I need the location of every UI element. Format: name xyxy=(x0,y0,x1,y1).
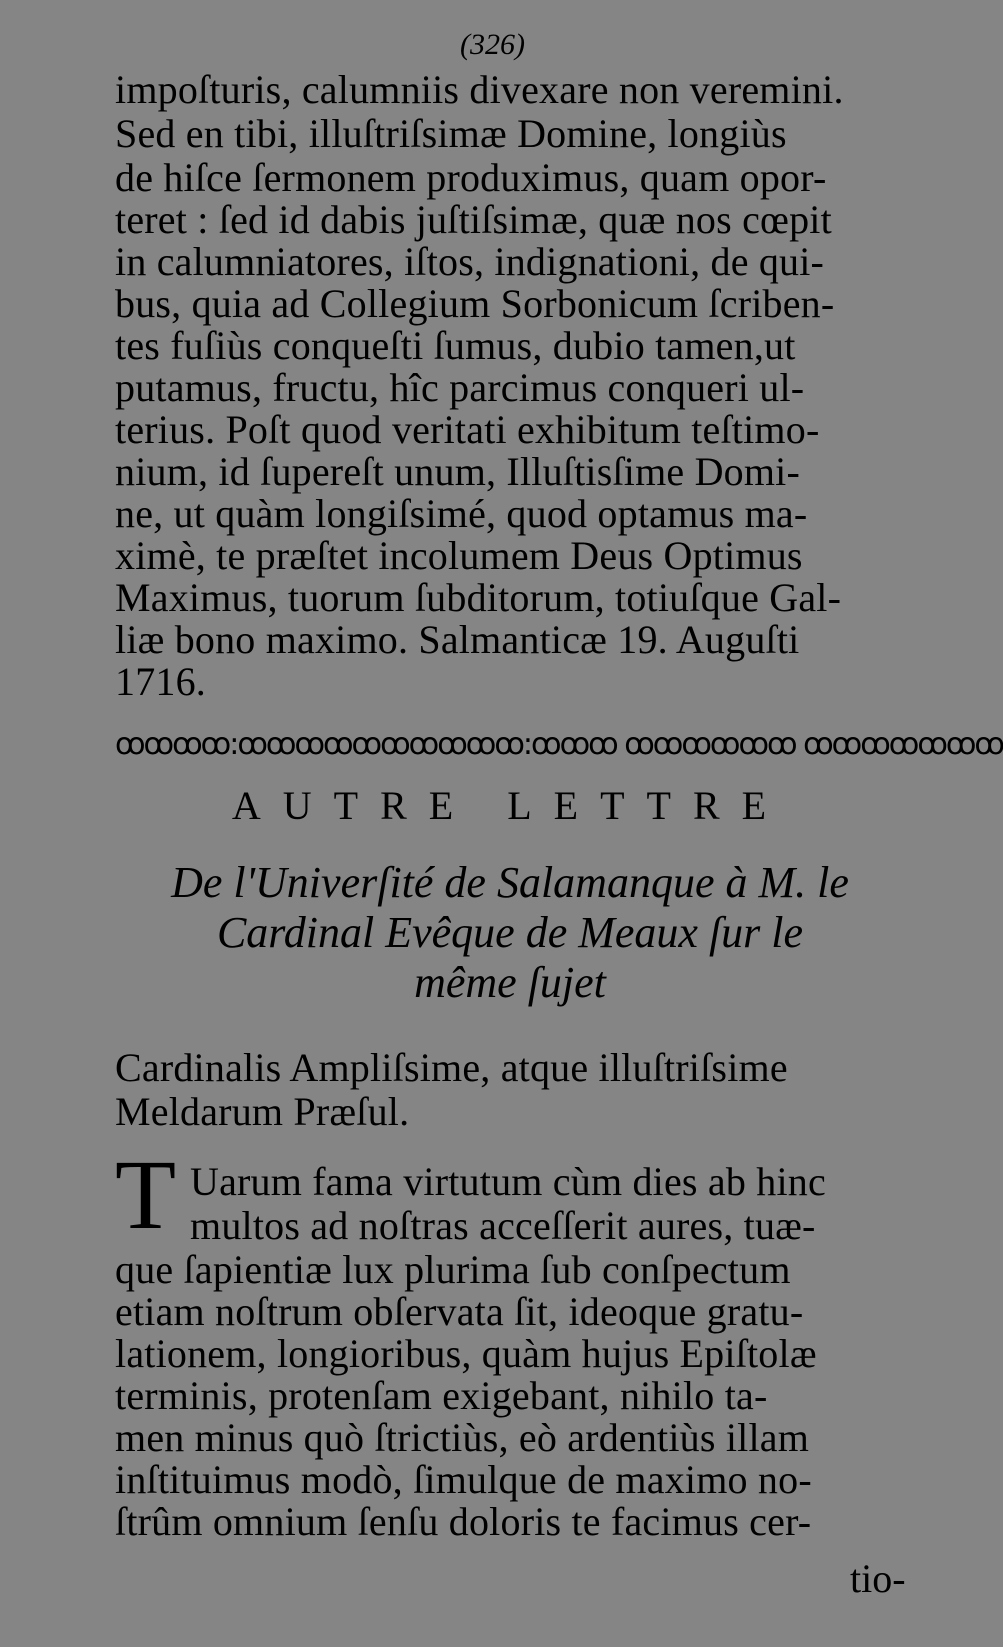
drop-cap: T xyxy=(115,1139,177,1250)
text-line: etiam noſtrum obſervata ſit, ideoque gratu- xyxy=(115,1289,804,1334)
subtitle-line: Cardinal Evêque de Meaux ſur le xyxy=(216,908,804,957)
text-line: multos ad noſtras acceſſerit aures, tuæ- xyxy=(190,1203,816,1248)
text-line: liæ bono maximo. Salmanticæ 19. Auguſti xyxy=(115,617,800,662)
text-line: tes fuſiùs conqueſti ſumus, dubio tamen,ut xyxy=(115,323,796,368)
text-line: ſtrûm omnium ſenſu doloris te facimus cer- xyxy=(115,1499,812,1544)
text-line: de hiſce ſermonem produximus, quam opor- xyxy=(115,155,827,200)
salutation-line: Cardinalis Ampliſsime, atque illuſtriſsime xyxy=(115,1045,788,1090)
section-heading: AUTRE LETTRE xyxy=(231,783,789,828)
text-line: lationem, longioribus, quàm hujus Epiſtolæ xyxy=(115,1331,817,1376)
text-line: inſtituimus modò, ſimulque de maximo no- xyxy=(115,1457,812,1502)
text-line: teret : ſed id dabis juſtiſsimæ, quæ nos cœpit xyxy=(115,197,832,242)
salutation-line: Meldarum Præſul. xyxy=(115,1089,410,1134)
text-line: ximè, te præſtet incolumem Deus Optimus xyxy=(115,533,803,578)
text-line: bus, quia ad Collegium Sorbonicum ſcriben- xyxy=(115,281,835,326)
text-line: impoſturis, calumniis divexare non veremini. xyxy=(115,67,844,112)
text-line: que ſapientiæ lux plurima ſub conſpectum xyxy=(115,1247,791,1292)
subtitle-line: De l'Univerſité de Salamanque à M. le xyxy=(171,858,849,907)
text-line: putamus, fructu, hîc parcimus conqueri ul- xyxy=(115,365,805,410)
text-line: Sed en tibi, illuſtriſsimæ Domine, longiùs xyxy=(115,111,787,156)
text-line: terminis, protenſam exigebant, nihilo ta- xyxy=(115,1373,768,1418)
text-line: in calumniatores, iſtos, indignationi, de qui- xyxy=(115,239,825,284)
text-line: Uarum fama virtutum cùm dies ab hinc xyxy=(190,1159,826,1204)
text-line: ne, ut quàm longiſsimé, quod optamus ma- xyxy=(115,491,808,536)
text-line: 1716. xyxy=(115,659,206,704)
subtitle-line: même ſujet xyxy=(414,958,606,1007)
text-line: terius. Poſt quod veritati exhibitum teſtimo- xyxy=(115,407,820,452)
text-line: men minus quò ſtrictiùs, eò ardentiùs illam xyxy=(115,1415,810,1460)
ornament-border: ꝏꝏꝏꝏ:ꝏꝏꝏꝏꝏꝏꝏꝏꝏꝏ:ꝏꝏꝏ ꝏꝏꝏꝏꝏꝏ ꝏꝏꝏꝏꝏꝏꝏ xyxy=(115,727,1003,762)
page-number: (326) xyxy=(460,28,525,61)
text-line: nium, id ſupereſt unum, Illuſtisſime Domi- xyxy=(115,449,801,494)
catchword: tio- xyxy=(850,1556,906,1601)
text-line: Maximus, tuorum ſubditorum, totiuſque Gal- xyxy=(115,575,842,620)
